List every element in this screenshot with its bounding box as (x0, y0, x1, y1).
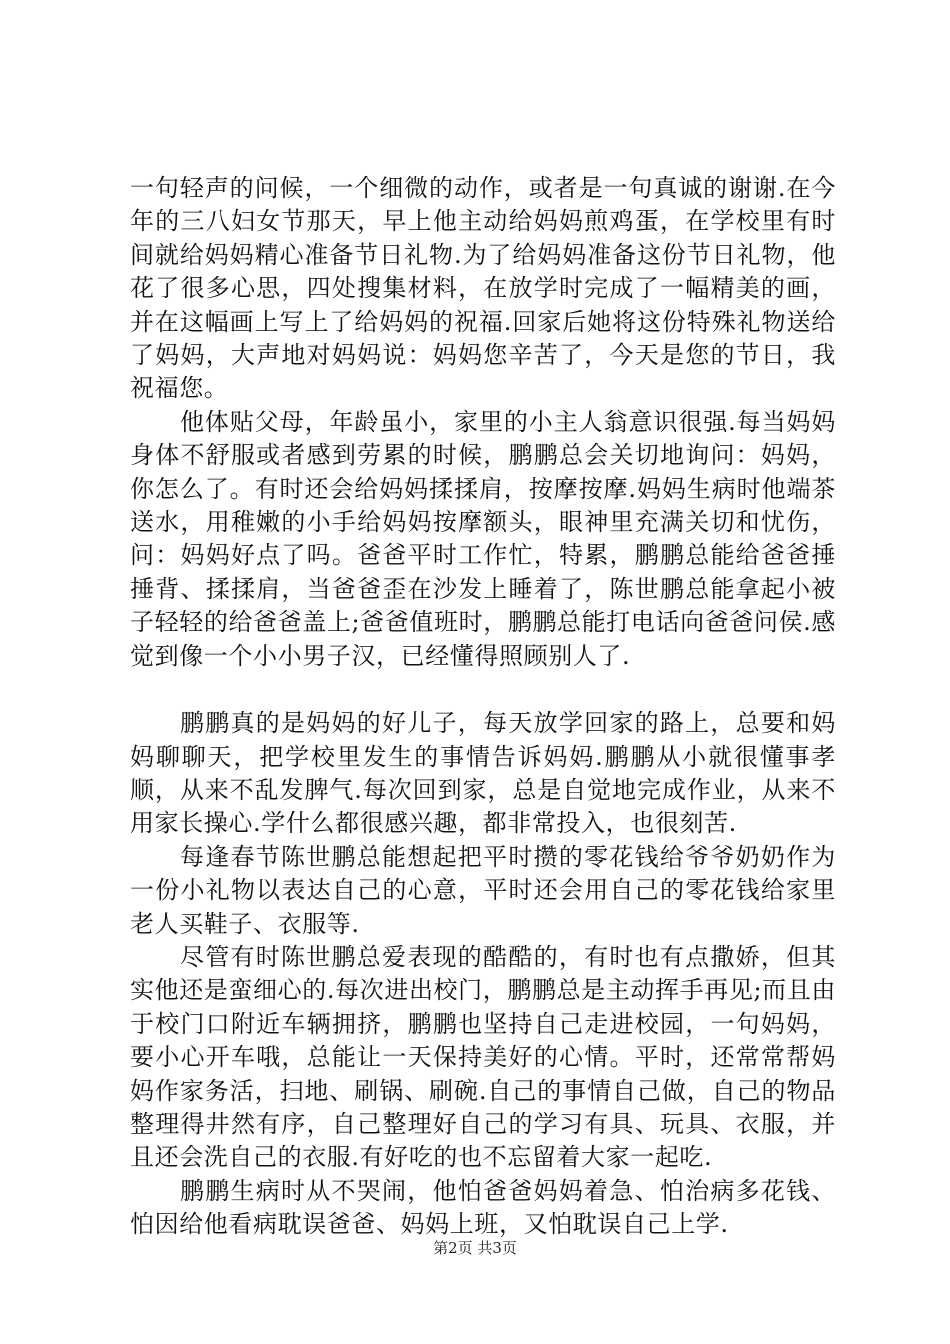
document-body (130, 172, 836, 1242)
paragraph-when-sick: 鹏鹏生病时从不哭闹，他怕爸爸妈妈着急、怕治病多花钱、怕因给他看病耽误爸爸、妈妈上班，又怕耽误自己上学. (130, 1176, 836, 1239)
paragraph-gratitude: 一句轻声的问候，一个细微的动作，或者是一句真诚的谢谢.在今年的三八妇女节那天，早上他主动给妈妈煎鸡蛋，在学校里有时间就给妈妈精心准备节日礼物.为了给妈妈准备这份节日礼物，他花了很多心思，四处搜集材料，在放学时完成了一幅精美的画，并在这幅画上写上了给妈妈的祝福.回家后她将这份特殊礼物送给了妈妈，大声地对妈妈说：妈妈您辛苦了，今天是您的节日，我祝福您。 (130, 174, 836, 403)
paragraph-caring-parents: 他体贴父母，年龄虽小，家里的小主人翁意识很强.每当妈妈身体不舒服或者感到劳累的时候，鹏鹏总会关切地询问：妈妈，你怎么了。有时还会给妈妈揉揉肩，按摩按摩.妈妈生病时他端茶送水，用稚嫩的小手给妈妈按摩额头，眼神里充满关切和忧伤，问：妈妈好点了吗。爸爸平时工作忙，特累，鹏鹏总能给爸爸捶捶背、揉揉肩，当爸爸歪在沙发上睡着了，陈世鹏总能拿起小被子轻轻的给爸爸盖上;爸爸值班时，鹏鹏总能打电话向爸爸问侯.感觉到像一个小小男子汉，已经懂得照顾别人了. (130, 407, 836, 670)
paragraph-spacer (130, 673, 836, 707)
paragraph-careful: 尽管有时陈世鹏总爱表现的酷酷的，有时也有点撒娇，但其实他还是蛮细心的.每次进出校门，鹏鹏总是主动挥手再见;而且由于校门口附近车辆拥挤，鹏鹏也坚持自己走进校园，一句妈妈，要小心开车哦，总能让一天保持美好的心情。平时，还常常帮妈妈作家务活，扫地、刷锅、刷碗.自己的事情自己做，自己的物品整理得井然有序，自己整理好自己的学习有具、玩具、衣服，并且还会洗自己的衣服.有好吃的也不忘留着大家一起吃. (130, 942, 836, 1172)
paragraph-good-son: 鹏鹏真的是妈妈的好儿子，每天放学回家的路上，总要和妈妈聊聊天，把学校里发生的事情告诉妈妈.鹏鹏从小就很懂事孝顺，从来不乱发脾气.每次回到家，总是自觉地完成作业，从来不用家长操心.学什么都很感兴趣，都非常投入，也很刻苦. (130, 709, 836, 838)
paragraph-spring-festival: 每逢春节陈世鹏总能想起把平时攒的零花钱给爷爷奶奶作为一份小礼物以表达自己的心意，平时还会用自己的零花钱给家里老人买鞋子、衣服等. (130, 842, 836, 938)
page-footer: 第2页 共3页 (433, 1239, 517, 1257)
